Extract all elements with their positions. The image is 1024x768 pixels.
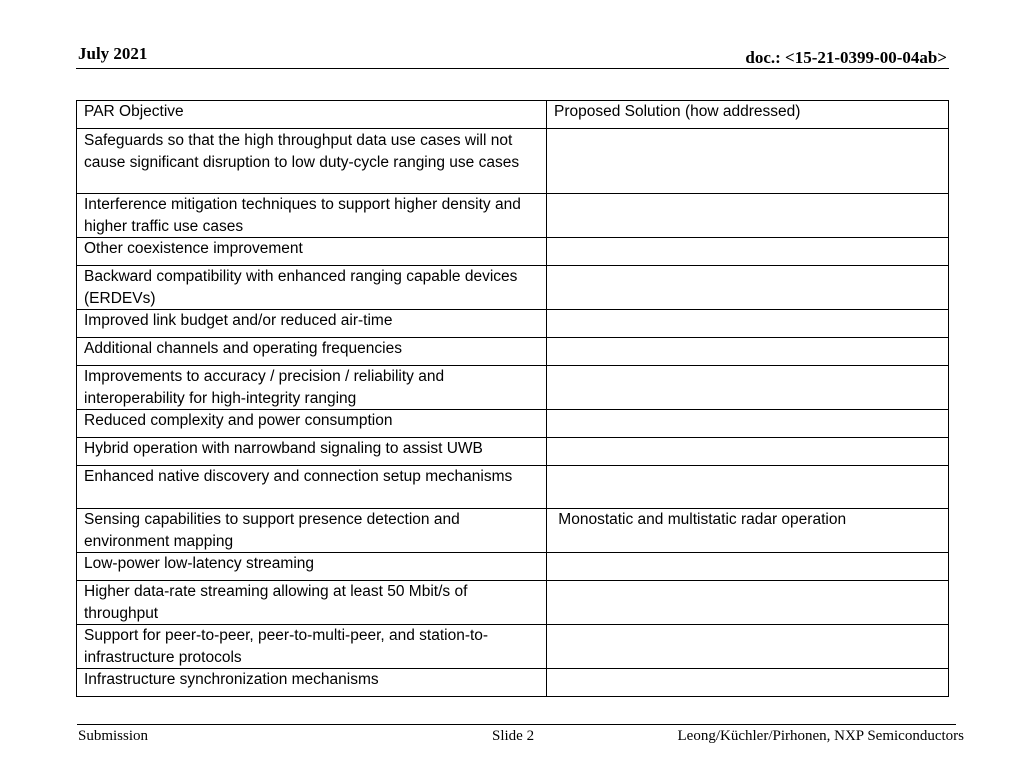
header-date: July 2021: [78, 44, 148, 63]
table-row: [77, 310, 949, 338]
objective-cell: Hybrid operation with narrowband signaling to assist UWB: [77, 438, 547, 466]
objective-cell: Low-power low-latency streaming: [77, 553, 547, 581]
table-row: [77, 625, 949, 669]
solution-cell: [547, 581, 949, 625]
header-doc-id: doc.: <15-21-0399-00-04ab>: [745, 48, 947, 67]
objective-cell: Improvements to accuracy / precision / reliability and interoperability for high-integrity ranging: [77, 366, 547, 410]
column-header-objective: PAR Objective: [77, 101, 547, 129]
solution-cell: [547, 669, 949, 697]
table-header-row: [77, 101, 949, 129]
objective-cell: Improved link budget and/or reduced air-time: [77, 310, 547, 338]
table-row: [77, 338, 949, 366]
solution-cell: [547, 310, 949, 338]
objective-cell: Reduced complexity and power consumption: [77, 410, 547, 438]
objective-cell: Infrastructure synchronization mechanisms: [77, 669, 547, 697]
table-row: [77, 466, 949, 509]
footer-authors: Leong/Küchler/Pirhonen, NXP Semiconductors: [677, 728, 964, 744]
table-row: [77, 366, 949, 410]
header-divider: [76, 68, 949, 69]
footer-submission: Submission: [78, 728, 149, 744]
objective-cell: Sensing capabilities to support presence detection and environment mapping: [77, 509, 547, 553]
objective-cell: Additional channels and operating frequencies: [77, 338, 547, 366]
solution-cell: [547, 466, 949, 509]
solution-cell: [547, 625, 949, 669]
footer-divider: [77, 724, 956, 725]
solution-cell: [547, 366, 949, 410]
solution-cell: [547, 194, 949, 238]
solution-cell: [547, 410, 949, 438]
table-row: [77, 553, 949, 581]
table-row: [77, 581, 949, 625]
solution-cell: [547, 553, 949, 581]
objective-cell: Other coexistence improvement: [77, 238, 547, 266]
table-row: [77, 669, 949, 697]
objective-cell: Enhanced native discovery and connection setup mechanisms: [77, 466, 547, 509]
solution-cell: [547, 129, 949, 194]
solution-cell: [547, 438, 949, 466]
table-row: [77, 266, 949, 310]
table-row: [77, 129, 949, 194]
solution-cell: Monostatic and multistatic radar operation: [547, 509, 949, 553]
table-row: [77, 509, 949, 553]
objective-cell: Support for peer-to-peer, peer-to-multi-peer, and station-to-infrastructure protocols: [77, 625, 547, 669]
objective-cell: Backward compatibility with enhanced ranging capable devices (ERDEVs): [77, 266, 547, 310]
footer-slide-number: Slide 2: [492, 728, 535, 744]
objective-cell: Safeguards so that the high throughput data use cases will not cause significant disruption to low duty-cycle ranging use cases: [77, 129, 547, 194]
table-row: [77, 194, 949, 238]
solution-cell: [547, 266, 949, 310]
objective-cell: Higher data-rate streaming allowing at least 50 Mbit/s of throughput: [77, 581, 547, 625]
solution-cell: [547, 238, 949, 266]
table-row: [77, 238, 949, 266]
table-row: [77, 410, 949, 438]
table-row: [77, 438, 949, 466]
par-objectives-table: [76, 100, 949, 697]
column-header-solution: Proposed Solution (how addressed): [547, 101, 949, 129]
objective-cell: Interference mitigation techniques to support higher density and higher traffic use cases: [77, 194, 547, 238]
solution-cell: [547, 338, 949, 366]
